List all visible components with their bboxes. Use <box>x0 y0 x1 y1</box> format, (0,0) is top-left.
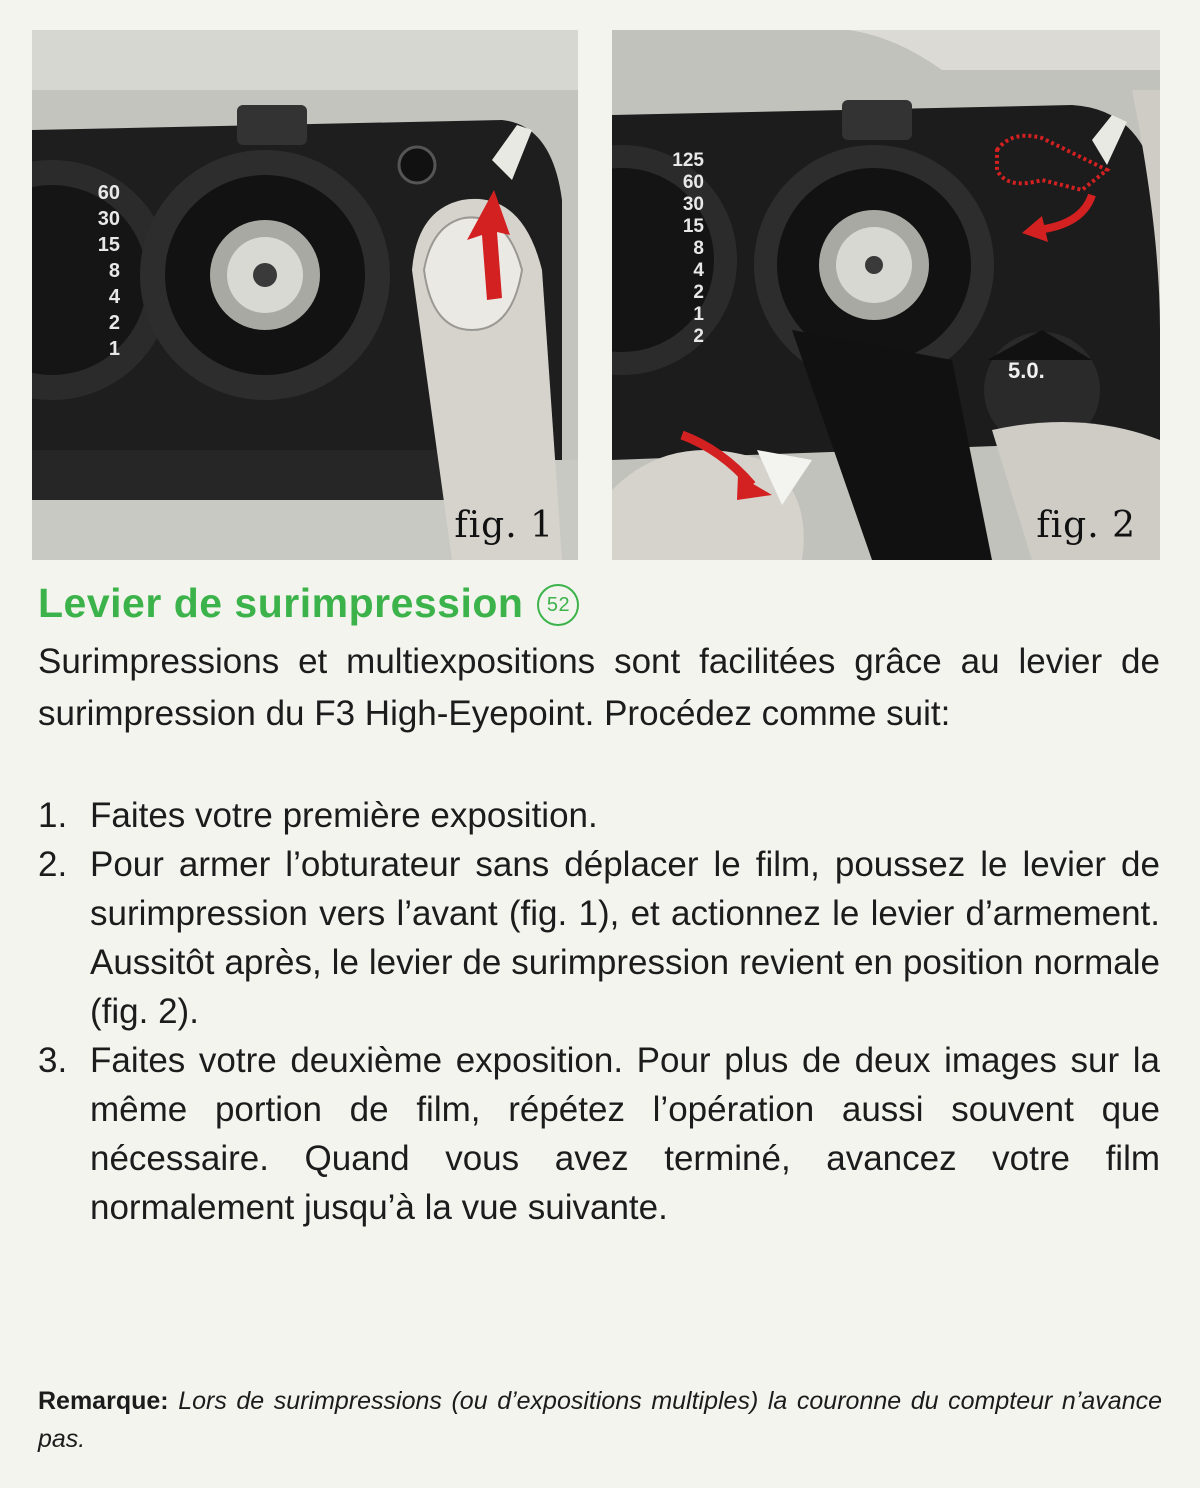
note-text: Lors de surimpressions (ou d’expositions multiples) la couronne du compteur n’avance pas. <box>38 1387 1162 1453</box>
list-item <box>38 840 1160 1036</box>
step-text: Pour armer l’obturateur sans déplacer le film, poussez le levier de surimpression vers l’avant (fig. 1), et actionnez le levier d’armement. Aussitôt après, le levier de surimpression revient en position normale (fig. 2). <box>90 845 1160 1031</box>
list-item <box>38 791 1160 840</box>
steps-list <box>38 791 1160 1232</box>
figure-1-photo <box>32 30 578 560</box>
shutter-dial-numbers: 60 30 15 8 4 2 1 <box>97 182 120 360</box>
reference-number-badge: 52 <box>537 584 579 626</box>
figure-row <box>32 30 1160 560</box>
step-number: 3. <box>38 1041 68 1080</box>
shutter-dial-numbers: 125 60 30 15 8 4 2 1 2 <box>672 150 704 347</box>
list-item <box>38 1036 1160 1232</box>
section-heading <box>38 580 579 627</box>
intro-paragraph: Surimpressions et multiexpositions sont facilitées grâce au levier de surimpression du F3 High-Eyepoint. Procédez comme suit: <box>38 642 1160 733</box>
step-text: Faites votre première exposition. <box>90 796 598 835</box>
note-paragraph <box>38 1382 1162 1458</box>
note-label: Remarque: <box>38 1387 169 1415</box>
step-text: Faites votre deuxième exposition. Pour plus de deux images sur la même portion de film, répétez l’opération aussi souvent que nécessaire. Quand vous avez terminé, avancez votre film normalement jusqu’à la vue suivante. <box>90 1041 1160 1227</box>
figure-2-photo <box>612 30 1160 560</box>
figure-2-label: fig. 2 <box>1036 505 1136 546</box>
figure-1-label: fig. 1 <box>454 505 554 546</box>
step-number: 1. <box>38 796 68 835</box>
frame-counter-text: 5.0. <box>1008 358 1045 383</box>
step-number: 2. <box>38 845 68 884</box>
heading-title: Levier de surimpression <box>38 580 524 626</box>
